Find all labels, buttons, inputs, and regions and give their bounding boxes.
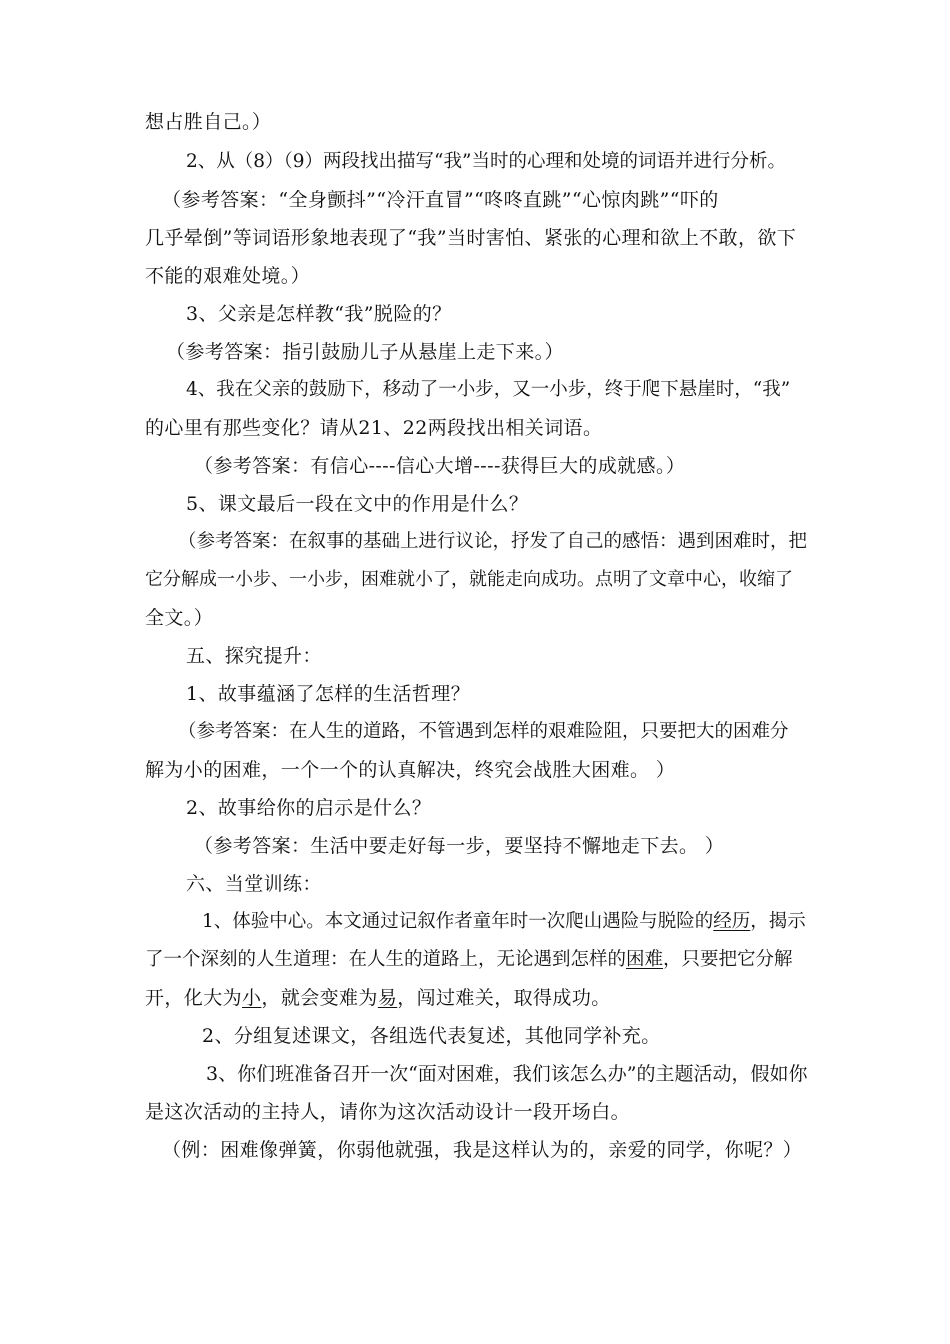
answer-5-line-2: 它分解成一小步、一小步，困难就小了，就能走向成功。点明了文章中心，收缩了: [145, 569, 793, 590]
underlined-word: 小: [242, 987, 262, 1009]
answer-3: （参考答案：指引鼓励儿子从悬崖上走下来。）: [166, 341, 564, 363]
underlined-word: 困难: [626, 949, 664, 970]
question-2: 2、从（8）（9）两段找出描写“我”当时的心理和处境的词语并进行分析。: [186, 151, 786, 172]
inquiry-answer-1-line-1: （参考答案：在人生的道路，不管遇到怎样的艰难险阻，只要把大的困难分: [178, 721, 789, 742]
text-span: ，揭示: [750, 911, 806, 932]
text-line: 想占胜自己。）: [145, 111, 272, 133]
question-5: 5、课文最后一段在文中的作用是什么？: [186, 493, 529, 515]
text-span: 开，化大为: [145, 987, 243, 1009]
inquiry-question-1: 1、故事蕴涵了怎样的生活哲理？: [186, 683, 471, 705]
training-1-line-1: [202, 910, 806, 934]
answer-2-line-2: 几乎晕倒”等词语形象地表现了“我”当时害怕、紧张的心理和欲上不敢，欲下: [145, 227, 797, 249]
section-5-heading: 五、探究提升：: [186, 645, 322, 667]
answer-5-line-1: （参考答案：在叙事的基础上进行议论，抒发了自己的感悟：遇到困难时，把: [178, 531, 808, 552]
training-2: 2、分组复述课文，各组选代表复述，其他同学补充。: [202, 1025, 661, 1047]
answer-4: （参考答案：有信心----信心大增----获得巨大的成就感。）: [194, 455, 686, 477]
section-6-heading: 六、当堂训练：: [186, 873, 322, 895]
training-3-line-2: 是这次活动的主持人，请你为这次活动设计一段开场白。: [145, 1101, 631, 1123]
training-3-line-1: 3、你们班准备召开一次“面对困难，我们该怎么办”的主题活动，假如你: [206, 1063, 808, 1085]
text-span: 了一个深刻的人生道理：在人生的道路上，无论遇到怎样的: [145, 949, 627, 970]
answer-2-line-1: （参考答案：“全身颤抖”“冷汗直冒”“咚咚直跳”“心惊肉跳”“吓的: [162, 189, 719, 211]
text-span: ，闯过难关，取得成功。: [397, 987, 611, 1009]
training-3-example: （例：困难像弹簧，你弱他就强，我是这样认为的，亲爱的同学，你呢？）: [162, 1139, 803, 1161]
underlined-word: 经历: [713, 911, 751, 932]
training-1-line-3: [145, 986, 611, 1010]
answer-5-line-3: 全文。）: [145, 607, 214, 629]
question-4-line-1: 4、我在父亲的鼓励下，移动了一小步，又一小步，终于爬下悬崖时，“我”: [186, 379, 791, 400]
text-span: ，只要把它分解: [663, 949, 793, 970]
answer-2-line-3: 不能的艰难处境。）: [145, 265, 311, 287]
text-span: 1、体验中心。本文通过记叙作者童年时一次爬山遇险与脱险的: [202, 911, 714, 932]
inquiry-answer-1-line-2: 解为小的困难，一个一个的认真解决，终究会战胜大困难。 ）: [145, 759, 676, 781]
training-1-line-2: [145, 948, 793, 972]
question-4-line-2: 的心里有那些变化？请从21、22两段找出相关词语。: [145, 417, 603, 439]
underlined-word: 易: [377, 987, 398, 1009]
text-span: ，就会变难为: [261, 987, 378, 1009]
inquiry-answer-2: （参考答案：生活中要走好每一步，要坚持不懈地走下去。 ）: [194, 835, 725, 857]
question-3: 3、父亲是怎样教“我”脱险的？: [186, 303, 452, 325]
inquiry-question-2: 2、故事给你的启示是什么？: [186, 797, 432, 819]
